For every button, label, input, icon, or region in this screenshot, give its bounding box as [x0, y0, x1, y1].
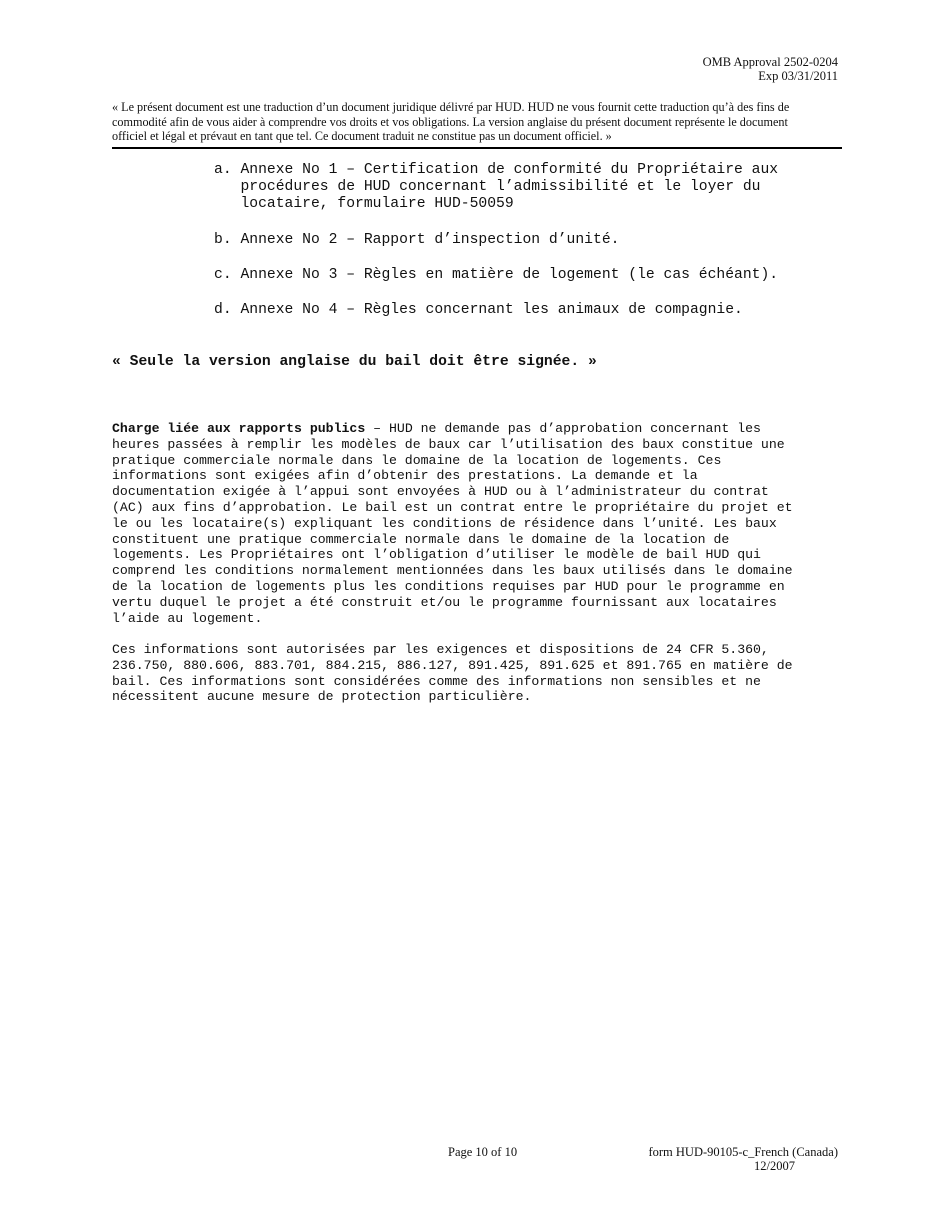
public-burden-heading: Charge liée aux rapports publics	[112, 421, 366, 436]
public-burden-text: – HUD ne demande pas d’approbation concernant les heures passées à remplir les modèles de baux car l’utilisation des baux constitue une pratique commerciale normale dans le domaine de la location de logements. Ces informations sont exigées afin d’obtenir des prestations. La demande et la documentation exigée à l’appui sont envoyées à HUD ou à l’administrateur du contrat (AC) aux fins d’approbation. Le bail est un contrat entre le propriétaire du projet et le ou les locataire(s) expliquant les conditions de résidence dans l’unité. Les baux constituent une pratique commerciale normale dans le domaine de la location de logements. Les Propriétaires ont l’obligation d’utiliser le modèle de bail HUD qui comprend les conditions normalement mentionnées dans les baux utilisés dans le domaine de la location de logements plus les conditions requises par HUD pour le programme en vertu duquel le projet a été construit et/ou le programme fournissant aux locataires l’aide au logement.	[112, 421, 793, 626]
omb-expiration-date: Exp 03/31/2011	[758, 69, 838, 83]
form-date: 12/2007	[754, 1159, 795, 1173]
omb-approval-number: OMB Approval 2502-0204	[702, 55, 838, 69]
annex-item-4: d. Annexe No 4 – Règles concernant les animaux de compagnie.	[214, 302, 743, 318]
page-number: Page 10 of 10	[448, 1145, 518, 1159]
form-identifier	[648, 1145, 838, 1173]
translation-notice: « Le présent document est une traduction d’un document juridique délivré par HUD. HUD ne vous fournit cette traduction qu’à des fins de commodité afin de vous aider à comprendre vos droits et vos obligations. La version anglaise du présent document représente le document officiel et légal et prévaut en tant que tel. Ce document traduit ne constitue pas un document officiel. »	[112, 100, 790, 143]
signature-note: « Seule la version anglaise du bail doit être signée. »	[112, 354, 597, 370]
annex-item-3: c. Annexe No 3 – Règles en matière de logement (le cas échéant).	[214, 267, 779, 283]
header-divider	[112, 147, 842, 149]
form-number: form HUD-90105-c_French (Canada)	[648, 1145, 838, 1159]
authority-paragraph: Ces informations sont autorisées par les exigences et dispositions de 24 CFR 5.360, 236.750, 880.606, 883.701, 884.215, 886.127, 891.425, 891.625 et 891.765 en matière de bail. Ces informations sont considérées comme des informations non sensibles et ne nécessitent aucune mesure de protection particulière.	[112, 642, 793, 705]
annex-item-1: a. Annexe No 1 – Certification de conformité du Propriétaire aux procédures de HUD concernant l’admissibilité et le loyer du locataire, formulaire HUD-50059	[214, 162, 779, 212]
annex-item-2: b. Annexe No 2 – Rapport d’inspection d’unité.	[214, 232, 620, 248]
public-burden-paragraph	[112, 421, 793, 626]
omb-approval-block	[703, 55, 838, 83]
